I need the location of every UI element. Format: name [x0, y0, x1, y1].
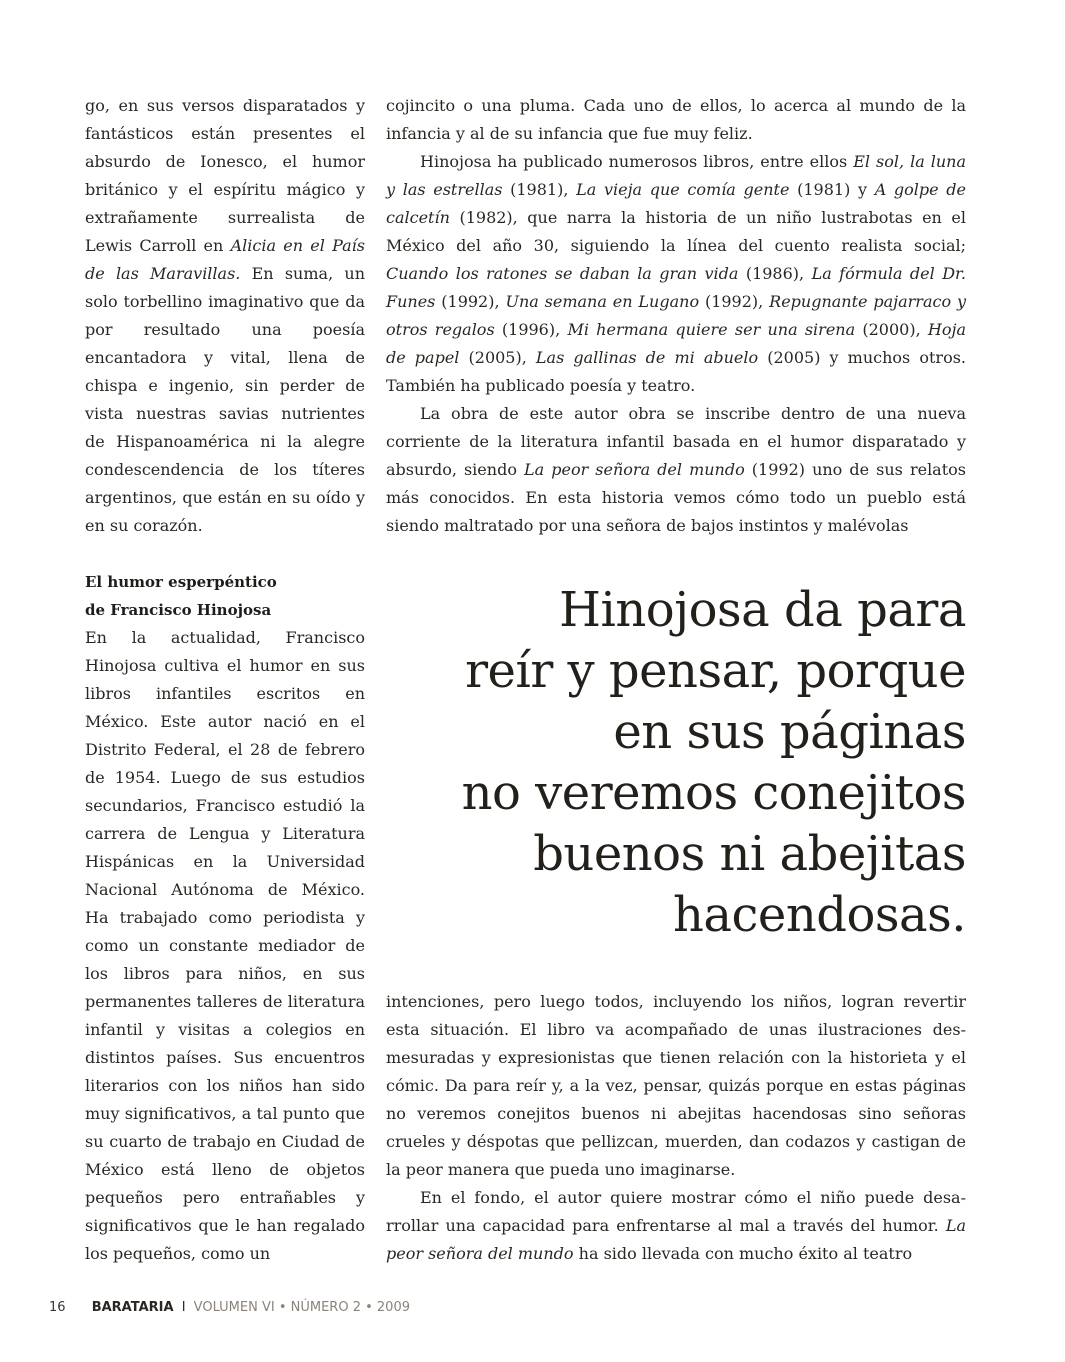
pull-quote-line: buenos ni abejitas [533, 826, 966, 882]
right-column-top [386, 92, 966, 540]
left-column-bottom [85, 568, 365, 1268]
pull-quote-line: hacendosas. [673, 887, 966, 943]
paragraph: Hinojosa ha publicado numerosos libros, entre ellos El sol, la luna y las estrellas (1981), La vieja que comía gente (1981) y A golpe de calcetín (1982), que narra la historia de un niño lustrabotas en el México del año 30, siguiendo la línea del cuento realista social; Cuando los ratones se daban la gran vida (1986), La fórmula del Dr. Funes (1992), Una semana en Lugano (1992), Repugnante pajarraco y otros regalos (1996), Mi hermana quiere ser una sirena (2000), Hoja de papel (2005), Las gallinas de mi abuelo (2005) y muchos otros. También ha publicado poesía y teatro. [386, 152, 967, 395]
pull-quote-line: en sus páginas [613, 704, 966, 760]
paragraph: go, en sus versos disparatados y fantásticos están presentes el absurdo de Ionesco, el humor británico y el espíritu mágico y extrañamente surrealista de Lewis Carroll en Alicia en el País de las Maravillas. En suma, un solo torbellino imaginativo que da por resultado una poesía encantadora y vital, llena de chispa e ingenio, sin perder de vista nuestras savias nutrientes de Hispanoamérica ni la alegre condescendencia de los títeres argentinos, que están en su oído y en su corazón. [85, 96, 366, 535]
paragraph: intenciones, pero luego todos, incluyendo los niños, logran revertir esta situación. El libro va acompañado de unas ilustraciones desmesuradas y expresionistas que tienen relación con la historieta y el cómic. Da para reír y, a la vez, pensar, quizás porque en estas páginas no veremos conejitos buenos ni abejitas hacendosas sino señoras crueles y déspotas que pellizcan, muerden, dan codazos y castigan de la peor manera que pueda uno imaginarse. [386, 992, 966, 1179]
paragraph: En la actualidad, Francisco Hinojosa cultiva el humor en sus libros infantiles escritos en México. Este autor nació en el Distrito Federal, el 28 de febrero de 1954. Luego de sus estudios secundarios, Francisco estudió la carrera de Lengua y Literatura Hispánicas en la Universidad Nacional Autónoma de México. Ha trabajado como periodista y como un constante mediador de los libros para niños, en sus permanentes talleres de literatura infantil y visitas a colegios en distintos países. Sus encuentros literarios con los niños han sido muy significativos, a tal punto que su cuarto de trabajo en Ciudad de México está lleno de objetos pequeños pero entrañables y significativos que le han regalado los pequeños, como un [85, 628, 365, 1263]
page-footer [49, 1300, 410, 1315]
issue-info: VOLUMEN VI • NÚMERO 2 • 2009 [193, 1300, 410, 1315]
magazine-name: BARATARIA [91, 1300, 174, 1315]
footer-separator: I [181, 1300, 186, 1315]
section-heading: El humor esperpéntico de Francisco Hinojosa [85, 573, 277, 619]
paragraph: En el fondo, el autor quiere mostrar cómo el niño puede desarrollar una capacidad para enfrentarse al mal a través del humor. La peor señora del mundo ha sido llevada con mucho éxito al teatro [386, 1188, 966, 1263]
left-column-top [85, 92, 365, 540]
paragraph: La obra de este autor obra se inscribe dentro de una nueva corriente de la literatura infantil basada en el humor disparatado y absurdo, siendo La peor señora del mundo (1992) uno de sus relatos más conocidos. En esta historia vemos cómo todo un pueblo está siendo maltratado por una señora de bajos instintos y malévolas [386, 404, 966, 535]
page-number: 16 [49, 1300, 66, 1315]
paragraph: cojincito o una pluma. Cada uno de ellos, lo acerca al mundo de la infancia y al de su infancia que fue muy feliz. [386, 96, 966, 143]
pull-quote-line: no veremos conejitos [461, 765, 966, 821]
pull-quote-line: Hinojosa da para [559, 582, 966, 638]
right-column-bottom [386, 988, 966, 1268]
pull-quote-line: reír y pensar, porque [465, 643, 966, 699]
pull-quote [400, 580, 966, 946]
